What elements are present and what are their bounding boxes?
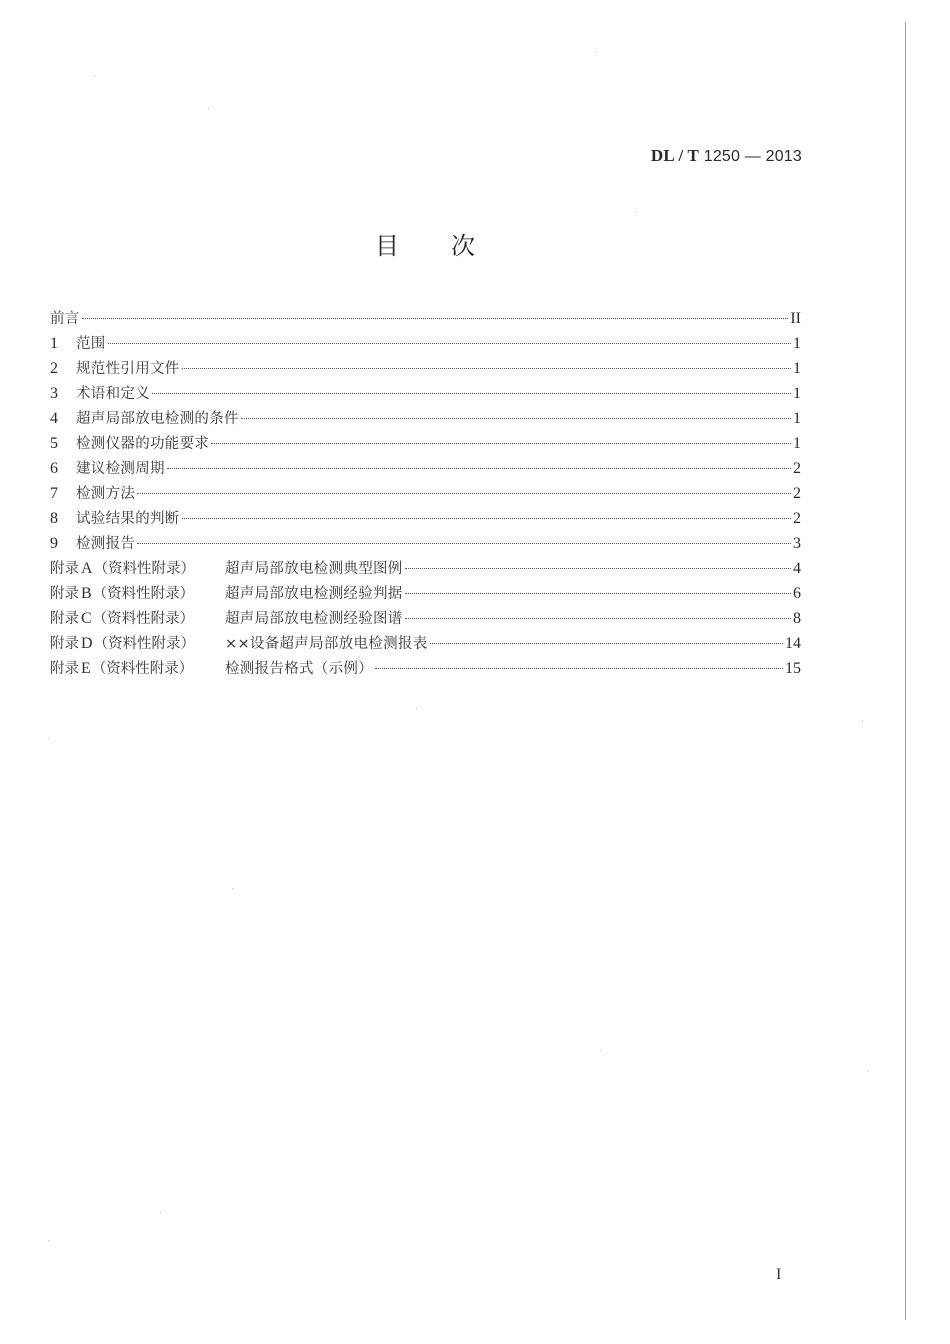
dot-leader bbox=[82, 318, 789, 319]
toc-entry-label: 建议检测周期 bbox=[76, 461, 165, 477]
appendix-designation bbox=[50, 581, 225, 607]
scan-edge-line bbox=[905, 22, 906, 1320]
toc-entry-label: 检测报告 bbox=[76, 536, 136, 552]
scan-speck bbox=[596, 52, 597, 53]
appendix-type: （资料性附录） bbox=[92, 611, 195, 627]
appendix-prefix: 附录 bbox=[50, 586, 79, 602]
scan-speck bbox=[160, 1212, 161, 1213]
toc-entry-label: 超声局部放电检测典型图例 bbox=[225, 561, 403, 577]
appendix-prefix: 附录 bbox=[50, 611, 79, 627]
scan-speck bbox=[636, 212, 637, 213]
toc-entry-page: 2 bbox=[793, 485, 801, 502]
toc-appendix-b[interactable] bbox=[50, 581, 801, 606]
toc-entry-page: 1 bbox=[793, 410, 801, 427]
title-char-2: 次 bbox=[451, 232, 475, 260]
toc-entry-label: 检测仪器的功能要求 bbox=[76, 436, 210, 452]
appendix-designation bbox=[50, 656, 225, 682]
toc-entry-page: 6 bbox=[793, 585, 801, 602]
dot-leader bbox=[108, 343, 791, 344]
dot-leader bbox=[167, 468, 791, 469]
toc-entry-label: 前言 bbox=[50, 311, 80, 327]
appendix-type: （资料性附录） bbox=[92, 586, 195, 602]
toc-entry-1[interactable] bbox=[50, 331, 801, 356]
toc-entry-label: 超声局部放电检测经验判据 bbox=[225, 586, 403, 602]
dot-leader bbox=[152, 393, 791, 394]
toc-entry-8[interactable] bbox=[50, 506, 801, 531]
dot-leader bbox=[375, 668, 783, 669]
appendix-prefix: 附录 bbox=[50, 561, 79, 577]
toc-entry-page: 2 bbox=[793, 510, 801, 527]
dot-leader bbox=[137, 543, 791, 544]
toc-entry-6[interactable] bbox=[50, 456, 801, 481]
scan-speck bbox=[868, 1070, 869, 1071]
scan-speck bbox=[416, 708, 417, 709]
toc-appendix-d[interactable] bbox=[50, 631, 801, 656]
toc-entry-4[interactable] bbox=[50, 406, 801, 431]
toc-entry-label: 检测报告格式（示例） bbox=[225, 661, 373, 677]
appendix-type: （资料性附录） bbox=[93, 636, 196, 652]
appendix-prefix: 附录 bbox=[50, 661, 79, 677]
toc-entry-number: 1 bbox=[50, 335, 58, 352]
appendix-type: （资料性附录） bbox=[91, 661, 194, 677]
appendix-letter: B bbox=[81, 585, 92, 602]
toc-entry-page: 1 bbox=[793, 335, 801, 352]
toc-entry-number: 9 bbox=[50, 535, 58, 552]
scan-speck bbox=[48, 738, 49, 739]
toc-entry-2[interactable] bbox=[50, 356, 801, 381]
toc-appendix-a[interactable] bbox=[50, 556, 801, 581]
dot-leader bbox=[405, 618, 791, 619]
title-char-1: 目 bbox=[375, 232, 399, 260]
toc-entry-label: 术语和定义 bbox=[76, 386, 150, 402]
dot-leader bbox=[405, 568, 791, 569]
dot-leader bbox=[137, 493, 791, 494]
dot-leader bbox=[211, 443, 791, 444]
scan-speck bbox=[208, 108, 209, 109]
dot-leader bbox=[405, 593, 791, 594]
dot-leader bbox=[430, 643, 784, 644]
appendix-designation bbox=[50, 556, 225, 582]
scan-speck bbox=[862, 720, 863, 721]
toc-entry-page: II bbox=[790, 310, 801, 327]
toc-entry-label: 规范性引用文件 bbox=[76, 361, 180, 377]
toc-entry-number: 3 bbox=[50, 385, 58, 402]
toc-entry-3[interactable] bbox=[50, 381, 801, 406]
toc-entry-number: 6 bbox=[50, 460, 58, 477]
standard-code bbox=[651, 146, 802, 166]
toc-entry-foreword[interactable] bbox=[50, 306, 801, 331]
dot-leader bbox=[241, 418, 791, 419]
appendix-prefix: 附录 bbox=[50, 636, 79, 652]
toc-entry-page: 14 bbox=[785, 635, 801, 652]
toc-appendix-c[interactable] bbox=[50, 606, 801, 631]
standard-prefix: DL / T bbox=[650, 146, 700, 165]
toc-entry-page: 1 bbox=[793, 435, 801, 452]
toc-entry-9[interactable] bbox=[50, 531, 801, 556]
appendix-type: （资料性附录） bbox=[93, 561, 196, 577]
dot-leader bbox=[182, 368, 791, 369]
toc-entry-label: 范围 bbox=[76, 336, 106, 352]
scan-speck bbox=[232, 888, 233, 889]
appendix-designation bbox=[50, 606, 225, 632]
appendix-letter: C bbox=[81, 610, 92, 627]
toc-entry-5[interactable] bbox=[50, 431, 801, 456]
toc-entry-number: 7 bbox=[50, 485, 58, 502]
appendix-letter: A bbox=[81, 560, 93, 577]
scan-speck bbox=[94, 76, 95, 77]
toc-entry-label: ××设备超声局部放电检测报表 bbox=[225, 636, 428, 652]
toc-entry-label: 超声局部放电检测的条件 bbox=[76, 411, 239, 427]
scan-speck bbox=[600, 1050, 601, 1051]
toc-entry-number: 4 bbox=[50, 410, 58, 427]
page-title bbox=[375, 226, 475, 261]
toc-entry-page: 1 bbox=[793, 360, 801, 377]
toc-entry-page: 8 bbox=[793, 610, 801, 627]
appendix-designation bbox=[50, 631, 225, 657]
toc-entry-page: 4 bbox=[793, 560, 801, 577]
page-number: I bbox=[776, 1266, 782, 1283]
scan-speck bbox=[48, 1240, 49, 1241]
dot-leader bbox=[182, 518, 791, 519]
toc-entry-page: 1 bbox=[793, 385, 801, 402]
toc-entry-number: 5 bbox=[50, 435, 58, 452]
table-of-contents bbox=[50, 306, 801, 681]
toc-entry-7[interactable] bbox=[50, 481, 801, 506]
toc-entry-number: 8 bbox=[50, 510, 58, 527]
standard-number: 1250 — 2013 bbox=[703, 148, 802, 165]
toc-entry-page: 2 bbox=[793, 460, 801, 477]
appendix-letter: D bbox=[81, 635, 93, 652]
toc-entry-page: 15 bbox=[785, 660, 801, 677]
toc-entry-page: 3 bbox=[793, 535, 801, 552]
toc-entry-label: 检测方法 bbox=[76, 486, 136, 502]
toc-entry-label: 试验结果的判断 bbox=[76, 511, 180, 527]
appendix-letter: E bbox=[81, 660, 91, 677]
toc-appendix-e[interactable] bbox=[50, 656, 801, 681]
toc-entry-label: 超声局部放电检测经验图谱 bbox=[225, 611, 403, 627]
toc-entry-number: 2 bbox=[50, 360, 58, 377]
